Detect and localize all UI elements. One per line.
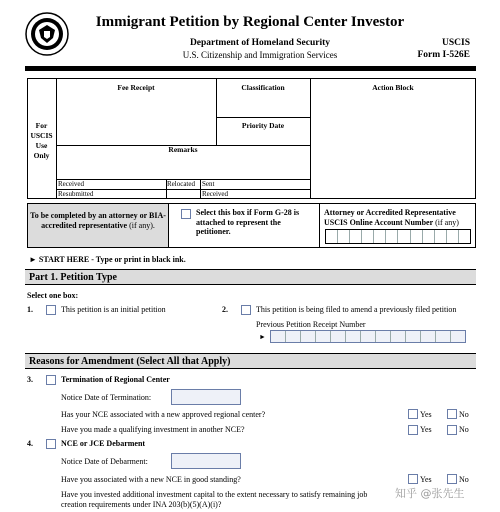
initial-petition-label: This petition is an initial petition bbox=[61, 305, 166, 314]
agency-code: USCIS bbox=[442, 38, 470, 48]
action-block-label: Action Block bbox=[372, 83, 414, 92]
received-label: Received bbox=[58, 180, 85, 188]
debarment-checkbox[interactable] bbox=[46, 439, 56, 449]
office-use-block bbox=[27, 78, 476, 199]
new-rc-yes-checkbox[interactable] bbox=[408, 409, 418, 419]
watermark: 知乎 @张先生 bbox=[395, 487, 465, 500]
select-one-label: Select one box: bbox=[27, 291, 79, 300]
account-number-label: Attorney or Accredited Representative USCIS Online Account Number (if any) bbox=[324, 208, 459, 227]
agency-name: U.S. Citizenship and Immigration Services bbox=[182, 50, 338, 60]
new-rc-no-checkbox[interactable] bbox=[447, 409, 457, 419]
termination-checkbox[interactable] bbox=[46, 375, 56, 385]
for-uscis-use-only: For USCIS Use Only bbox=[30, 121, 53, 160]
no-label: No bbox=[459, 475, 469, 484]
header-divider bbox=[25, 66, 476, 71]
question-qualifying-investment: Have you made a qualifying investment in another NCE? bbox=[61, 425, 245, 434]
start-here-instruction: ► START HERE - Type or print in black ink. bbox=[29, 255, 186, 264]
divider bbox=[319, 203, 320, 248]
termination-label: Termination of Regional Center bbox=[61, 375, 170, 384]
relocated-label: Relocated bbox=[167, 180, 195, 188]
item-4-number: 4. bbox=[27, 439, 33, 448]
item-2-number: 2. bbox=[222, 305, 228, 314]
qualifying-no-checkbox[interactable] bbox=[447, 425, 457, 435]
previous-receipt-number-input[interactable] bbox=[270, 330, 466, 343]
initial-petition-checkbox[interactable] bbox=[46, 305, 56, 315]
divider bbox=[216, 117, 310, 118]
remarks-label: Remarks bbox=[168, 145, 198, 154]
new-nce-yes-checkbox[interactable] bbox=[408, 474, 418, 484]
g28-label: Select this box if Form G-28 is attached to represent the petitioner. bbox=[196, 208, 300, 236]
priority-date-label: Priority Date bbox=[241, 121, 285, 130]
sent-label: Sent bbox=[202, 180, 215, 188]
reasons-header: Reasons for Amendment (Select All that Apply) bbox=[25, 353, 476, 369]
debarment-date-input[interactable] bbox=[171, 453, 241, 469]
question-additional-capital-line1: Have you invested additional investment capital to the extent necessary to satisfy remaining job bbox=[61, 490, 368, 499]
termination-date-input[interactable] bbox=[171, 389, 241, 405]
question-new-nce: Have you associated with a new NCE in good standing? bbox=[61, 475, 241, 484]
classification-label: Classification bbox=[241, 83, 285, 92]
divider bbox=[310, 78, 311, 199]
form-title: Immigrant Petition by Regional Center Investor bbox=[95, 14, 405, 30]
divider bbox=[56, 189, 310, 190]
notice-debarment-label: Notice Date of Debarment: bbox=[61, 457, 148, 466]
item-1-number: 1. bbox=[27, 305, 33, 314]
attorney-note: To be completed by an attorney or BIA-accredited representative (if any). bbox=[30, 211, 166, 230]
amend-petition-label: This petition is being filed to amend a previously filed petition bbox=[256, 305, 457, 314]
question-new-regional-center: Has your NCE associated with a new approved regional center? bbox=[61, 410, 266, 419]
resubmitted-label: Resubmitted bbox=[58, 190, 94, 198]
debarment-label: NCE or JCE Debarment bbox=[61, 439, 146, 448]
g28-checkbox[interactable] bbox=[181, 209, 191, 219]
previous-receipt-label: Previous Petition Receipt Number bbox=[256, 320, 366, 329]
received-label-2: Received bbox=[202, 190, 229, 198]
qualifying-yes-checkbox[interactable] bbox=[408, 425, 418, 435]
question-additional-capital-line2: creation requirements under INA 203(b)(5)(A)(i)? bbox=[61, 500, 222, 509]
yes-label: Yes bbox=[420, 475, 432, 484]
no-label: No bbox=[459, 425, 469, 434]
no-label: No bbox=[459, 410, 469, 419]
department-name: Department of Homeland Security bbox=[189, 38, 331, 48]
divider bbox=[56, 78, 57, 199]
new-nce-no-checkbox[interactable] bbox=[447, 474, 457, 484]
amend-petition-checkbox[interactable] bbox=[241, 305, 251, 315]
arrow-icon: ► bbox=[259, 333, 266, 341]
form-number: Form I-526E bbox=[417, 50, 470, 60]
part1-header: Part 1. Petition Type bbox=[25, 269, 476, 285]
account-number-input[interactable] bbox=[325, 229, 471, 244]
yes-label: Yes bbox=[420, 425, 432, 434]
fee-receipt-label: Fee Receipt bbox=[117, 83, 155, 92]
yes-label: Yes bbox=[420, 410, 432, 419]
notice-termination-label: Notice Date of Termination: bbox=[61, 393, 152, 402]
divider bbox=[200, 179, 201, 199]
item-3-number: 3. bbox=[27, 375, 33, 384]
